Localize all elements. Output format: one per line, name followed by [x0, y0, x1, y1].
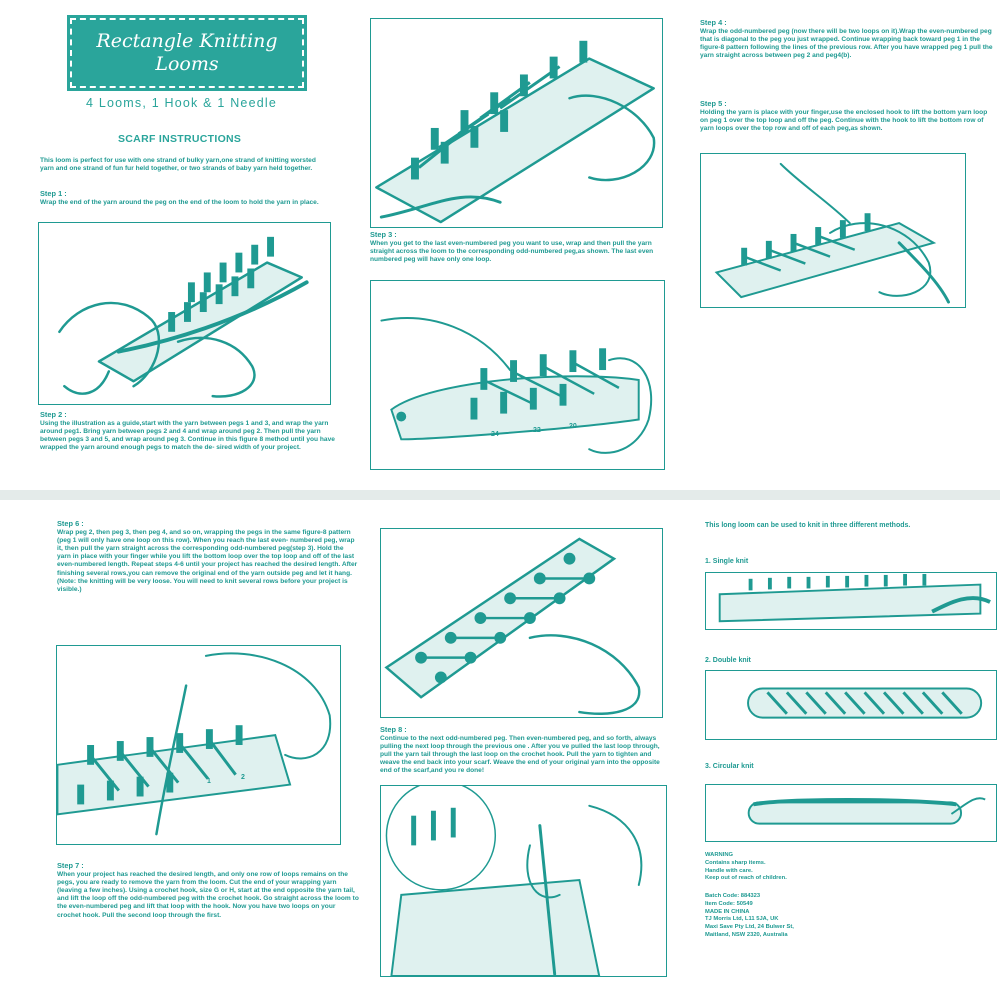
lifting-loop-drawing	[57, 646, 340, 844]
step-3-illustration	[370, 280, 665, 470]
circular-knit-loom-drawing	[706, 785, 996, 841]
step-2-block	[40, 411, 335, 452]
step-1-block	[40, 190, 332, 207]
step-8-illustration	[380, 785, 667, 977]
method-double-label: 2. Double knit	[705, 657, 751, 664]
warning-block	[705, 852, 905, 883]
step-4-text: Wrap the odd-numbered peg (now there will be two loops on it).Wrap the even-numbered peg that is diagonal to the peg you just wrapped. Continue wrapping back toward peg 1 in the figure-8 pattern following the lines of the previous row. After you have wrapped peg 1 pull the yarn straight across between peg 2 and peg4(b).	[700, 28, 993, 60]
warning-line-2: Handle with care.	[705, 867, 753, 874]
peg-number-24: 24	[491, 431, 499, 438]
step-1-illustration	[38, 222, 331, 405]
step-1-text: Wrap the end of the yarn around the peg on the end of the loom to hold the yarn in place.	[40, 199, 319, 207]
loom-with-yarn-drawing	[371, 19, 662, 227]
au-address-line-1: Maxi Save Pty Ltd, 24 Bulwer St,	[705, 924, 794, 931]
warning-title: WARNING	[705, 852, 734, 858]
warning-line-1: Contains sharp items.	[705, 859, 766, 866]
subtitle: 4 Looms, 1 Hook & 1 Needle	[86, 96, 278, 110]
knitted-loom-illustration	[380, 528, 663, 718]
step-7-text: When your project has reached the desired length, and only one row of loops remains on the pegs, you are ready to remove the yarn from the loom. Cut the end of your wrapping yarn (leaving a few inches). Using a crochet hook, size G or H, start at the end opposite the yarn tail, and lift the loop off the odd-numbered peg with the crochet hook. Go straight across the loom to the even-numbered peg and lift that loop with the hook. Now you have two loops on your crochet hook. Pull the second loop through the first.	[57, 871, 359, 919]
step-6-illustration	[56, 645, 341, 845]
single-knit-loom-drawing	[706, 573, 996, 629]
step-4-block	[700, 19, 997, 60]
made-in: MADE IN CHINA	[705, 908, 750, 915]
step-5-label: Step 5 :	[700, 99, 727, 108]
step-8-block	[380, 726, 665, 776]
peg-number-20: 20	[569, 423, 577, 430]
step-3-label: Step 3 :	[370, 230, 397, 239]
crochet-finish-drawing	[381, 786, 666, 976]
hands-wrapping-loom-drawing	[39, 223, 330, 404]
hook-lifting-loops-drawing	[701, 154, 965, 307]
instruction-sheet-bottom	[0, 500, 1000, 1000]
section-heading: SCARF INSTRUCTIONS	[118, 133, 242, 145]
step-7-label: Step 7 :	[57, 861, 84, 870]
double-knit-illustration	[705, 670, 997, 740]
peg-number-1: 1	[207, 778, 211, 785]
step-6-label: Step 6 :	[57, 519, 84, 528]
au-address-line-2: Maitland, NSW 2320, Australia	[705, 931, 788, 938]
step-7-block	[57, 862, 360, 920]
title-line-2: Looms	[155, 53, 219, 75]
warning-line-3: Keep out of reach of children.	[705, 875, 787, 882]
step-5-text: Holding the yarn is place with your finger,use the enclosed hook to lift the bottom yarn loop on peg 1 over the top loop and off the peg. Continue with the hook to lift the bottom row of yarn loops over the top row and off of each peg,as shown.	[700, 109, 988, 133]
intro-text: This loom is perfect for use with one strand of bulky yarn,one strand of knitting worsted yarn and one strand of fun fur held together, or two strands of baby yarn held together.	[40, 157, 316, 173]
circular-knit-illustration	[705, 784, 997, 842]
item-code: Item Code: 50549	[705, 900, 753, 907]
step-4-label: Step 4 :	[700, 18, 727, 27]
methods-intro: This long loom can be used to knit in three different methods.	[705, 522, 911, 529]
step-2-text: Using the illustration as a guide,start with the yarn between pegs 1 and 3, and wrap the yarn around peg1. Bring yarn between pegs 2 and 4 and wrap around peg 2. Then pull the yarn between pegs 3 and 5, and wrap around peg 3. Continue in this figure 8 method until you have wrapped the yarn around enough pegs to match the de- sired width of your project.	[40, 420, 335, 452]
step-6-block	[57, 520, 359, 594]
title-banner	[70, 18, 304, 88]
step-5-illustration	[700, 153, 966, 308]
method-single-label: 1. Single knit	[705, 558, 749, 565]
product-info-block	[705, 893, 905, 940]
step-8-text: Continue to the next odd-numbered peg. Then even-numbered peg, and so forth, always pulling the next loop through the previous one . After you ve pulled the last loop through, pull the yarn tail through the last loop on the crochet hook. Pull the yarn to tighten and weave the end back into your scarf. Weave the end of your original yarn into the opposite end of the scarf,and you re done!	[380, 735, 660, 775]
loom-figure-8-illustration	[370, 18, 663, 228]
step-3-text: When you get to the last even-numbered peg you want to use, wrap and then pull the yarn straight across the loom to the corresponding odd-numbered peg,as shown. The last even numbered peg will have only one loop.	[370, 240, 654, 264]
batch-code: Batch Code: 884323	[705, 893, 761, 899]
step-8-label: Step 8 :	[380, 725, 407, 734]
method-circular-label: 3. Circular knit	[705, 763, 754, 770]
step-1-label: Step 1 :	[40, 189, 67, 198]
step-2-label: Step 2 :	[40, 410, 67, 419]
loom-full-of-loops-drawing	[381, 529, 662, 717]
loom-end-pegs-drawing	[371, 281, 664, 469]
single-knit-illustration	[705, 572, 997, 630]
sheet-divider	[0, 490, 1000, 500]
step-3-block	[370, 231, 668, 264]
uk-address: TJ Morris Ltd, L11 5JA, UK	[705, 916, 779, 923]
peg-number-2: 2	[241, 774, 245, 781]
double-knit-loom-drawing	[706, 671, 996, 739]
step-5-block	[700, 100, 997, 133]
step-6-text: Wrap peg 2, then peg 3, then peg 4, and so on, wrapping the pegs in the same figure-8 pattern (peg 1 will only have one loop on this row). When you reach the last even- numbered peg, wrap it, then pull the yarn straight across the corresponding odd-numbered peg(step 3). Hold the yarn in place with your finger while you lift the bottom loop over the top loop and off of the last even-numbered length. Repeat steps 4-6 until your project has reached the desired length. After finishing several rows,you can remove the original end of the yarn outside peg and let it hang. (Note: the knitting will be very loose. You will need to knit several rows before your project is visible.)	[57, 529, 358, 593]
instruction-sheet-top	[0, 0, 1000, 490]
title-line-1: Rectangle Knitting	[96, 30, 278, 52]
peg-number-22: 22	[533, 427, 541, 434]
